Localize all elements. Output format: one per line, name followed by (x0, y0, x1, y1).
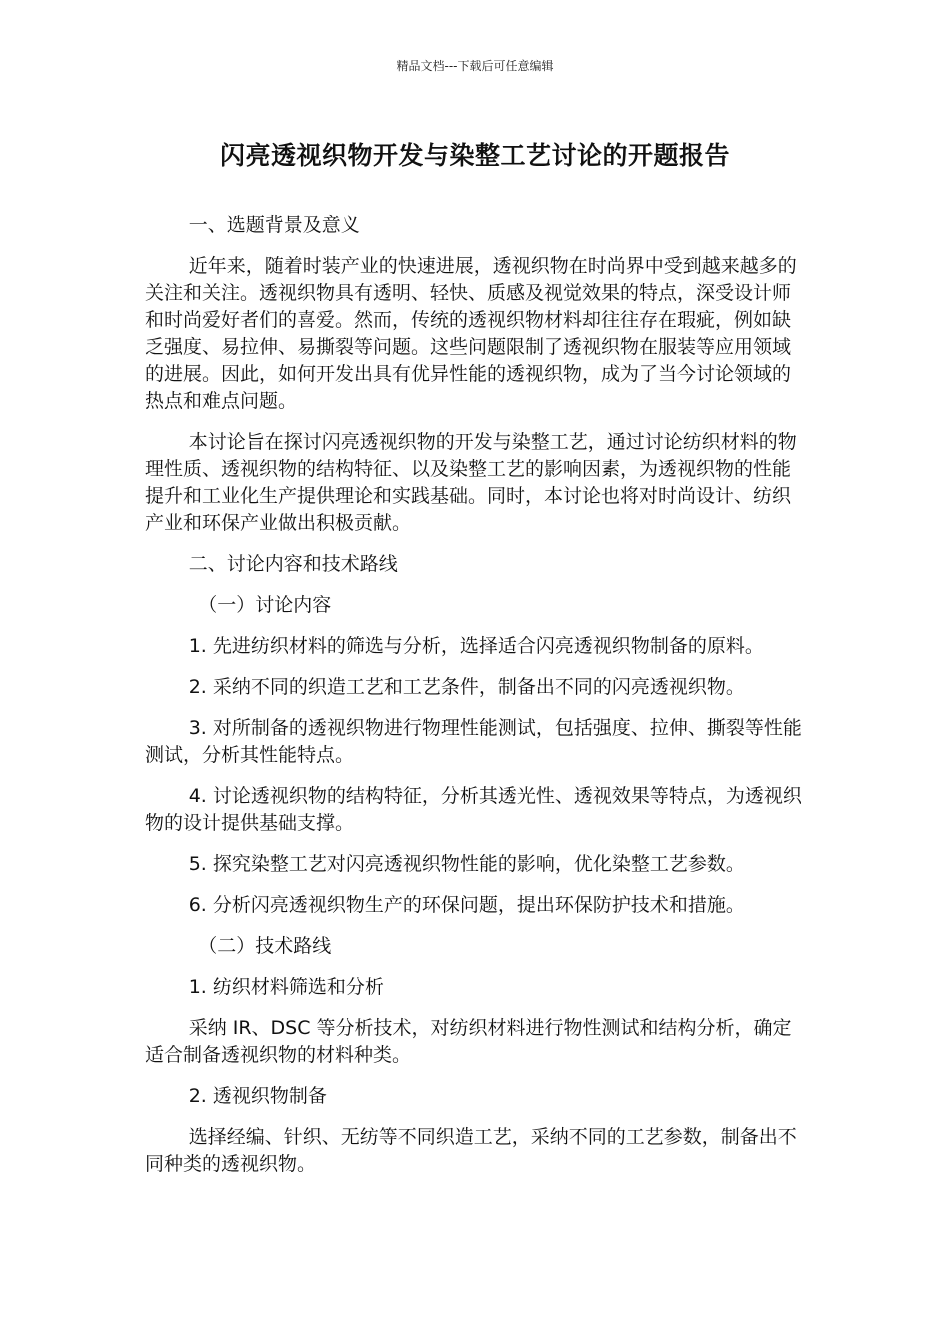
list-item: 6. 分析闪亮透视织物生产的环保问题，提出环保防护技术和措施。 (188, 894, 745, 916)
list-item: 5. 探究染整工艺对闪亮透视织物性能的影响，优化染整工艺参数。 (188, 853, 745, 875)
list-item: 4. 讨论透视织物的结构特征，分析其透光性、透视效果等特点，为透视织物的设计提供基础支撑。 (145, 785, 802, 834)
list-item: 3. 对所制备的透视织物进行物理性能测试，包括强度、拉伸、撕裂等性能测试，分析其性能特点。 (145, 717, 802, 766)
subsection-heading-research-content: （一）讨论内容 (198, 594, 332, 616)
subsection-heading-technical-route: （二）技术路线 (198, 935, 332, 957)
route-heading: 2. 透视织物制备 (188, 1085, 327, 1107)
paragraph: 近年来，随着时装产业的快速进展，透视织物在时尚界中受到越来越多的关注和关注。透视织物具有透明、轻快、质感及视觉效果的特点，深受设计师和时尚爱好者们的喜爱。然而，传统的透视织物材料却往往存在瑕疵，例如缺乏强度、易拉伸、易撕裂等问题。这些问题限制了透视织物在服装等应用领域的进展。因此，如何开发出具有优异性能的透视织物，成为了当今讨论领域的热点和难点问题。 (145, 255, 797, 412)
document-body (145, 212, 809, 1192)
section-heading-2: 二、讨论内容和技术路线 (188, 553, 398, 575)
paragraph: 本讨论旨在探讨闪亮透视织物的开发与染整工艺，通过讨论纺织材料的物理性质、透视织物的结构特征、以及染整工艺的影响因素，为透视织物的性能提升和工业化生产提供理论和实践基础。同时，本讨论也将对时尚设计、纺织产业和环保产业做出积极贡献。 (145, 431, 797, 534)
list-item: 1. 先进纺织材料的筛选与分析，选择适合闪亮透视织物制备的原料。 (188, 635, 764, 657)
document-title: 闪亮透视织物开发与染整工艺讨论的开题报告 (219, 141, 730, 170)
header-note: 精品文档---下载后可任意编辑 (396, 59, 554, 73)
paragraph: 采纳 IR、DSC 等分析技术，对纺织材料进行物性测试和结构分析，确定适合制备透视织物的材料种类。 (145, 1017, 792, 1066)
route-heading: 1. 纺织材料筛选和分析 (188, 976, 384, 998)
list-item: 2. 采纳不同的织造工艺和工艺条件，制备出不同的闪亮透视织物。 (188, 676, 745, 698)
section-heading-1: 一、选题背景及意义 (188, 214, 360, 236)
paragraph: 选择经编、针织、无纺等不同织造工艺，采纳不同的工艺参数，制备出不同种类的透视织物。 (145, 1126, 797, 1175)
